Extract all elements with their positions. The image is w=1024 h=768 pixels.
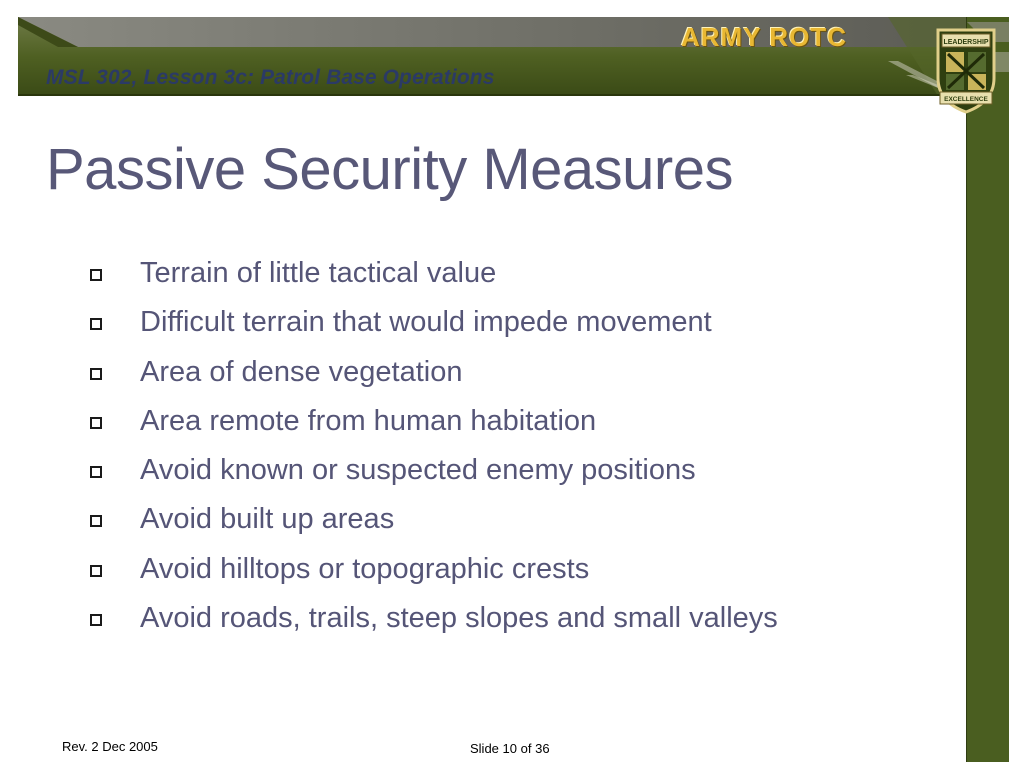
list-item [88,254,778,303]
bullet-list [88,254,778,648]
slide-current: 10 [502,741,518,756]
course-title: MSL 302, Lesson 3c: Patrol Base Operations [46,66,495,89]
bullet-text: Avoid known or suspected enemy positions [140,454,696,487]
slide-total: 36 [535,741,550,756]
list-item [88,353,778,402]
crest-bottom-text: EXCELLENCE [944,96,988,103]
list-item [88,402,778,451]
slide-number [470,741,550,756]
list-item [88,303,778,352]
square-bullet-icon [90,614,102,626]
side-bar [966,17,1009,762]
slide-of-label: of [520,741,532,756]
list-item [88,599,778,648]
square-bullet-icon [90,565,102,577]
square-bullet-icon [90,417,102,429]
bullet-text: Terrain of little tactical value [140,257,497,289]
bullet-text: Area of dense vegetation [140,355,463,388]
bullet-text: Difficult terrain that would impede movement [140,306,712,339]
square-bullet-icon [90,515,102,527]
bullet-text: Area remote from human habitation [140,404,597,437]
slide-label: Slide [470,741,499,756]
bullet-text: Avoid roads, trails, steep slopes and small valleys [140,602,778,635]
bullet-text: Avoid built up areas [140,503,395,536]
square-bullet-icon [90,368,102,380]
square-bullet-icon [90,269,102,281]
revision-date: Rev. 2 Dec 2005 [62,739,158,754]
list-item [88,500,778,549]
slide-title: Passive Security Measures [46,137,733,202]
list-item [88,550,778,599]
army-rotc-logo-text: ARMY ROTC [681,22,847,52]
crest-top-text: LEADERSHIP [943,39,989,46]
bullet-text: Avoid hilltops or topographic crests [140,552,590,585]
list-item [88,451,778,500]
square-bullet-icon [90,318,102,330]
square-bullet-icon [90,466,102,478]
rotc-crest-icon [932,26,1000,114]
